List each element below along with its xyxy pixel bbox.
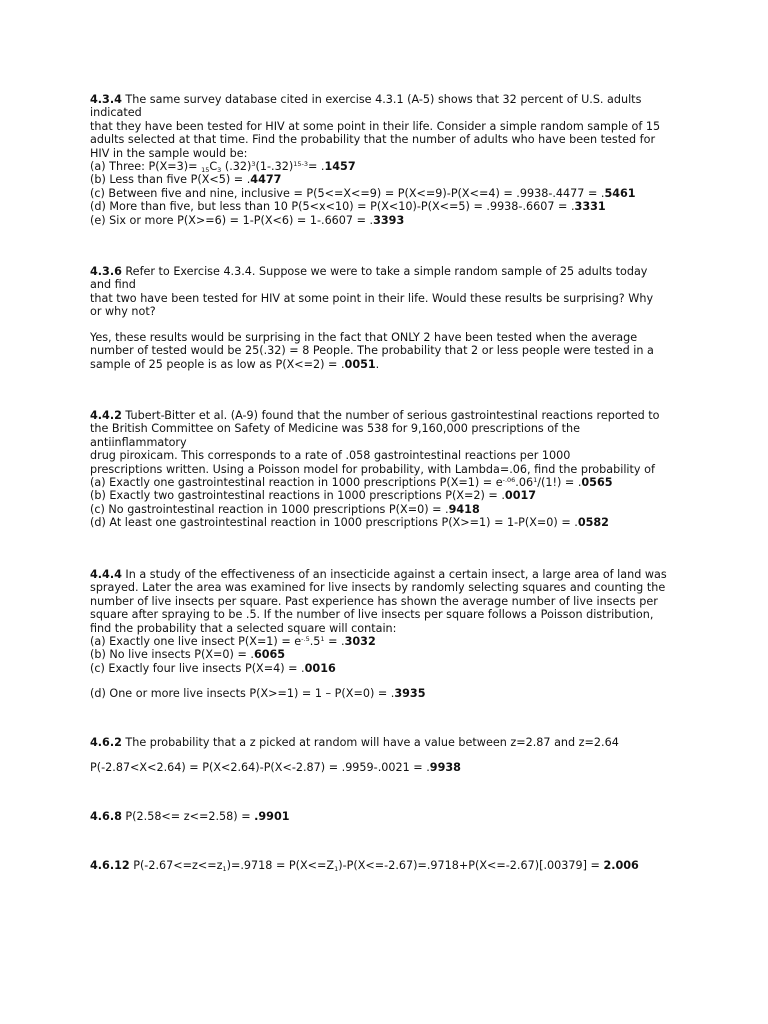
subscript: 15	[201, 166, 210, 175]
exercise-4-6-8	[90, 810, 680, 823]
answer-value: .9901	[254, 810, 290, 823]
exponent: 15-3	[293, 160, 308, 169]
exercise-intro	[90, 93, 680, 106]
exercise-number: 4.3.6	[90, 265, 122, 278]
answer-value: 5461	[604, 186, 636, 200]
subscript: 1	[222, 865, 227, 873]
answer-line	[90, 761, 680, 774]
exponent: 1	[533, 476, 538, 485]
part-d	[90, 516, 680, 529]
part-text: (c) Between five and nine, inclusive = P(5<=X<=9) = P(X<=9)-P(X<=4) = .9938-.4477 = .	[90, 186, 605, 200]
answer-line	[90, 810, 680, 823]
intro-text: indicated	[90, 106, 142, 120]
exercise-intro	[90, 736, 680, 749]
answer-value: 3331	[574, 200, 606, 214]
intro-text: adults selected at that time. Find the probability that the number of adults who have been tested for	[90, 133, 656, 147]
part-d	[90, 200, 680, 213]
answer-text: P(-2.67<=z<=z	[129, 859, 223, 872]
answer-text: Yes, these results would be surprising in the fact that ONLY 2 have been tested when the average	[90, 331, 638, 344]
exercise-intro	[90, 409, 680, 422]
part-text: (.32)	[221, 160, 252, 174]
part-text: = .	[324, 635, 345, 649]
answer-text: )=.9718 = P(X<=Z	[226, 859, 335, 872]
exponent: 3	[251, 160, 256, 169]
part-b	[90, 648, 680, 661]
part-text: (b) No live insects P(X=0) = .	[90, 648, 254, 662]
intro-text: The probability that a z picked at random will have a value between z=2.87 and z=2.64	[121, 736, 619, 749]
part-text: .5	[309, 635, 321, 649]
intro-text: square after spraying to be .5. If the number of live insects per square follows a Poisson distribution,	[90, 608, 654, 622]
part-e	[90, 214, 680, 227]
answer-text: sample of 25 people is as low as P(X<=2) = .	[90, 357, 345, 371]
exercise-4-4-2	[90, 409, 680, 530]
intro-text: and find	[90, 278, 136, 292]
part-b	[90, 173, 680, 186]
part-c	[90, 662, 680, 675]
answer-value: 3032	[344, 635, 376, 649]
answer-value: 0582	[577, 516, 609, 530]
intro-text: that two have been tested for HIV at some point in their life. Would these results be surprising? Why	[90, 291, 654, 305]
exercise-4-4-4-part-d	[90, 687, 680, 700]
subscript: 3	[217, 166, 222, 175]
part-text: /(1!) = .	[537, 476, 582, 490]
exercise-4-3-6	[90, 265, 680, 319]
part-text: (a) Exactly one live insect P(X=1) = e	[90, 635, 302, 649]
answer-line	[90, 358, 680, 371]
intro-text: find the probability that a selected square will contain:	[90, 621, 397, 635]
answer-text: P(2.58<= z<=2.58) =	[121, 810, 255, 823]
answer-value: 4477	[250, 173, 282, 187]
intro-text: antiinflammatory	[90, 435, 187, 449]
intro-text: Tubert-Bitter et al. (A-9) found that the number of serious gastrointestinal reactions reported to	[121, 409, 660, 422]
exercise-number: 4.6.2	[90, 736, 122, 749]
exercise-intro	[90, 265, 680, 278]
intro-text: In a study of the effectiveness of an insecticide against a certain insect, a large area of land was	[121, 568, 667, 581]
answer-value: 0016	[304, 661, 336, 675]
answer-value: 6065	[253, 648, 286, 662]
answer-value: 9938	[429, 761, 461, 774]
intro-text: HIV in the sample would be:	[90, 146, 248, 160]
answer-text: P(-2.87<X<2.64) = P(X<2.64)-P(X<-2.87) = .9959-.0021 = .	[90, 761, 430, 774]
intro-text: or why not?	[90, 305, 156, 319]
exercise-number: 4.3.4	[90, 93, 122, 106]
answer-value: 1457	[324, 160, 356, 174]
intro-text: The same survey database cited in exercise 4.3.1 (A-5) shows that 32 percent of U.S. adults	[121, 93, 642, 106]
answer-text: .	[375, 357, 380, 371]
part-text: (d) One or more live insects P(X>=1) = 1 – P(X=0) = .	[90, 687, 395, 700]
part-text: (b) Less than five P(X<5) = .	[90, 173, 251, 187]
intro-text: that they have been tested for HIV at some point in their life. Consider a simple random sample of 15	[90, 119, 661, 133]
exponent: -.06	[502, 476, 516, 485]
answer-value: 0565	[581, 476, 613, 490]
part-text: (a) Exactly one gastrointestinal reaction in 1000 prescriptions P(X=1) = e	[90, 476, 503, 490]
exercise-4-3-6-answer	[90, 331, 680, 371]
part-text: (c) Exactly four live insects P(X=4) = .	[90, 661, 305, 675]
exercise-4-3-4	[90, 93, 680, 227]
part-b	[90, 489, 680, 502]
intro-text: Refer to Exercise 4.3.4. Suppose we were to take a simple random sample of 25 adults today	[121, 265, 648, 278]
intro-text: number of live insects per square. Past experience has shown the average number of live insects per	[90, 594, 658, 608]
answer-value: 9418	[448, 502, 480, 516]
answer-value: 0017	[504, 489, 537, 503]
part-text: (a) Three: P(X=3)=	[90, 160, 202, 174]
exercise-4-6-12	[90, 859, 680, 872]
part-text: C	[209, 160, 218, 174]
intro-text: drug piroxicam. This corresponds to a rate of .058 gastrointestinal reactions per 1000	[90, 449, 571, 463]
answer-value: 3935	[394, 687, 426, 700]
exercise-4-6-2-answer	[90, 761, 680, 774]
part-a	[90, 160, 680, 173]
intro-text: the British Committee on Safety of Medicine was 538 for 9,160,000 prescriptions of the	[90, 422, 581, 436]
intro-text: sprayed. Later the area was examined for live insects by randomly selecting squares and counting the	[90, 581, 666, 595]
part-d	[90, 687, 680, 700]
answer-line	[90, 859, 680, 872]
part-text: (c) No gastrointestinal reaction in 1000 prescriptions P(X=0) = .	[90, 502, 449, 516]
part-a	[90, 476, 680, 489]
part-c	[90, 503, 680, 516]
exponent: -.5	[301, 635, 310, 644]
part-c	[90, 187, 680, 200]
answer-text: )-P(X<=-2.67)=.9718+P(X<=-2.67)[.00379] =	[338, 859, 604, 872]
exercise-4-4-4	[90, 568, 680, 675]
part-text: (e) Six or more P(X>=6) = 1-P(X<6) = 1-.6607 = .	[90, 213, 374, 227]
exercise-number: 4.4.2	[90, 409, 122, 422]
part-a	[90, 635, 680, 648]
part-text: .06	[515, 476, 534, 490]
exercise-number: 4.6.8	[90, 810, 122, 823]
part-text: (1-.32)	[255, 160, 294, 174]
exercise-intro	[90, 568, 680, 581]
exponent: 1	[320, 635, 325, 644]
part-text: (b) Exactly two gastrointestinal reactions in 1000 prescriptions P(X=2) = .	[90, 489, 505, 503]
intro-text: prescriptions written. Using a Poisson model for probability, with Lambda=.06, find the probability of	[90, 462, 655, 476]
part-text: (d) More than five, but less than 10 P(5<x<10) = P(X<10)-P(X<=5) = .9938-.6607 = .	[90, 200, 575, 214]
answer-value: 2.006	[603, 859, 639, 872]
exercise-4-6-2	[90, 736, 680, 749]
part-text: = .	[307, 160, 325, 174]
exercise-number: 4.4.4	[90, 568, 122, 581]
exercise-number: 4.6.12	[90, 859, 130, 872]
answer-value: 0051	[344, 357, 376, 371]
subscript: 1	[334, 865, 339, 873]
part-text: (d) At least one gastrointestinal reaction in 1000 prescriptions P(X>=1) = 1-P(X=0) = .	[90, 516, 578, 530]
answer-text: number of tested would be 25(.32) = 8 People. The probability that 2 or less people were tested in a	[90, 344, 654, 358]
answer-value: 3393	[373, 213, 405, 227]
